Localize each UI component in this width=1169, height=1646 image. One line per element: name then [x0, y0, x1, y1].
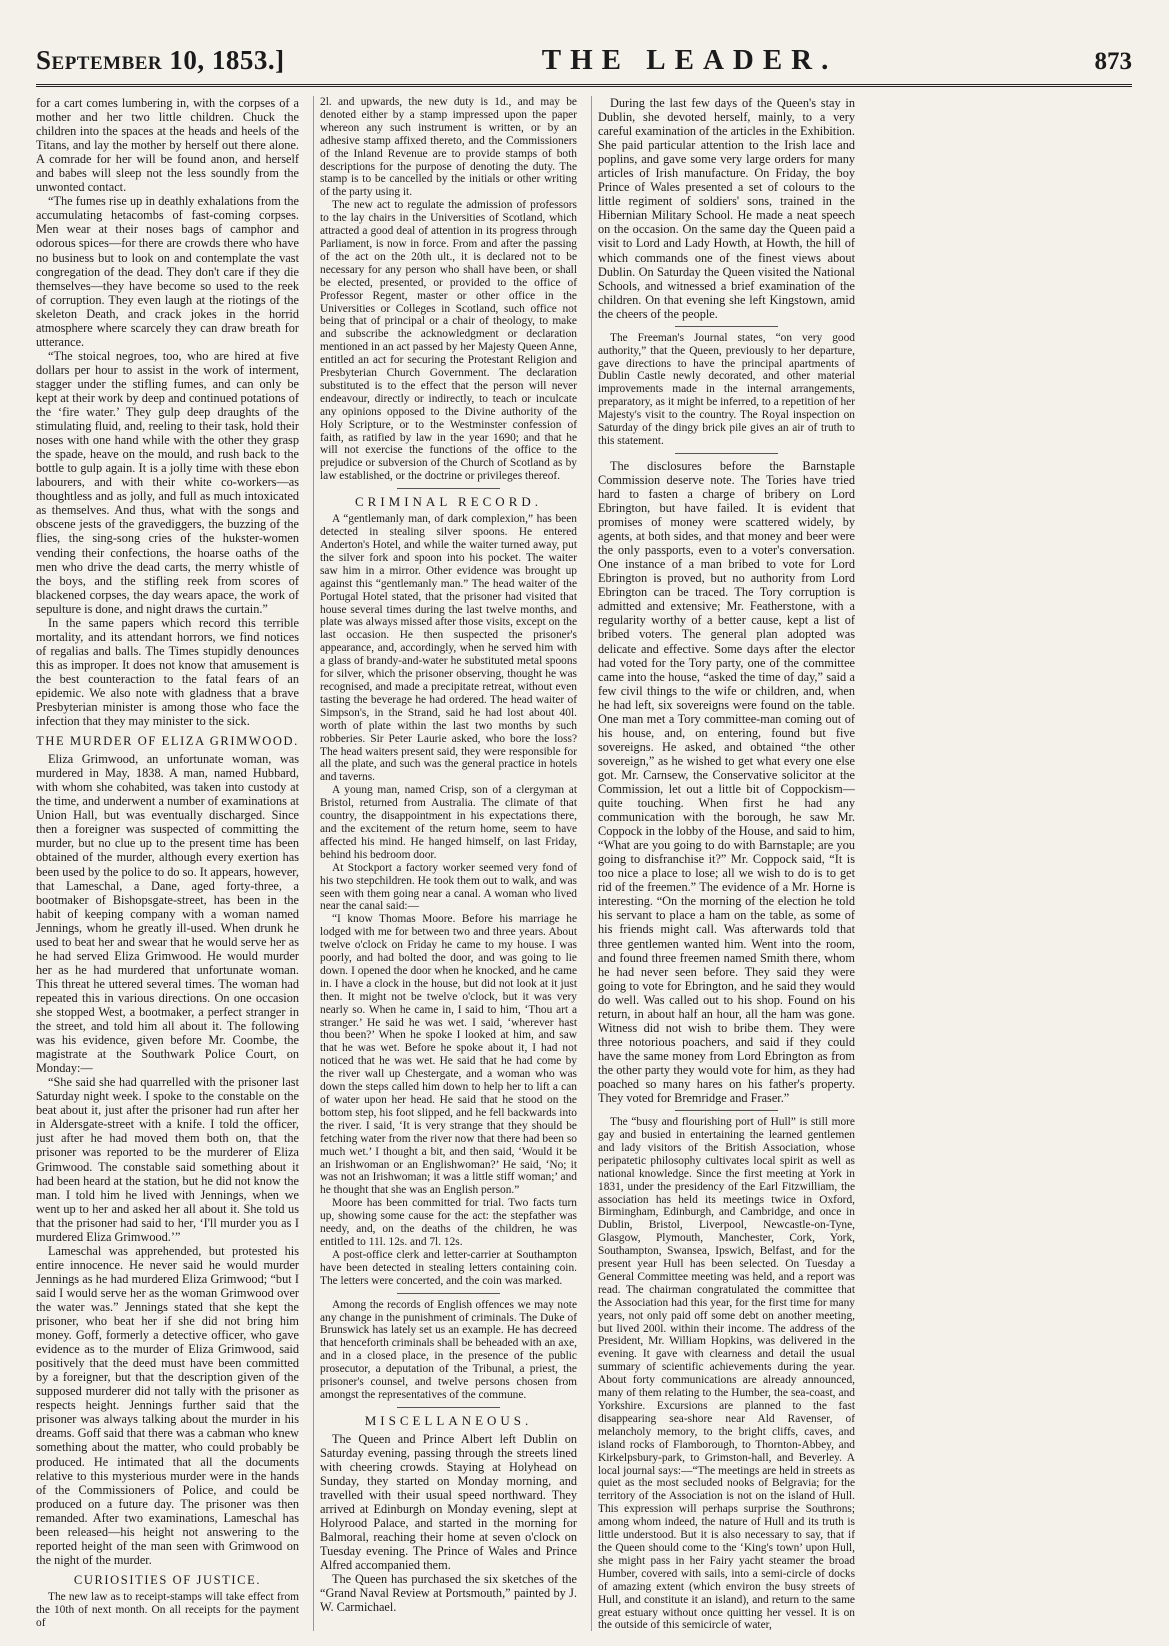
paragraph: The “busy and flourishing port of Hull” is still more gay and busied in entertaining the learned gentlemen and lady visitors of the British Association, whose peripatetic philosophy cultivates local spirit as well as national knowledge. Since the first meeting at York in 1831, under the presidency of the Earl Fitzwilliam, the association has held its meetings twice in Oxford, Birmingham, Edinburgh, and Cambridge, and once in Dublin, Bristol, Liverpool, Newcastle-on-Tyne, Glasgow, Plymouth, Manchester, Cork, York, Southampton, Swansea, Ipswich, Belfast, and for the present year Hull has been selected. On Tuesday a General Committee meeting was held, and a report was read. The chairman congratulated the committee that the Association had this year, for the first time for many years, not only paid off some debt on another meeting, but lived 200l. within their income. The address of the President, Mr. William Hopkins, was delivered in the evening. It gave with clearness and detail the usual summary of scientific achievements during the year. About forty communications are already announced, many of them relating to the Humber, the sea-coast, and Yorkshire. Excursions are planned to the fast disappearing sea-shore near Ald Ravenser, of melancholy memory, to the bright cliffs, caves, and island rocks of Flamborough, to Thornton-Abbey, and Kirkelpsbury-park, to Grimston-hall, and Beverley. A local journal says:—“The meetings are held in streets as quiet as the most secluded nooks of Belgravia; for the territory of the Association is not on the island of Hull. This expression will perhaps surprise the Southrons; among whom indeed, the nature of Hull and its truth is little understood. But it is also necessary to say, that if the Queen should come to the ‘King's town’ upon Hull, she might pass in her Fairy yacht steamer the broad Humber, covered with sails, into a semi-circle of docks of amazing extent (which environ the busy streets of Hull, and constitute it an island), and return to the same great estuary without once quitting her vessel. It is on the outside of this semicircle of water, [598, 1116, 855, 1631]
column-1 [36, 96, 299, 1631]
divider [675, 326, 778, 327]
paragraph: The Queen has purchased the six sketches of the “Grand Naval Review at Portsmouth,” painted by J. W. Carmichael. [320, 1572, 577, 1615]
divider [397, 1407, 500, 1408]
issue-date: September 10, 1853.] [36, 45, 285, 75]
paragraph: The Freeman's Journal states, “on very good authority,” that the Queen, previously to her departure, gave directions to have the principal apartments of Dublin Castle newly decorated, and other material improvements made in the internal arrangements, preparatory, as it might be inferred, to a repetition of her Majesty's visit to the country. The Royal inspection on Saturday of the dingy brick pile gives an air of truth to this statement. [598, 331, 855, 447]
paragraph: “The stoical negroes, too, who are hired at five dollars per hour to assist in the work of interment, stagger under the stifling fumes, and can only be kept at their work by deep and continued potations of the ‘fire water.’ They gulp deep draughts of the stimulating fluid, and, reeling to their task, hold their noses with one hand while with the other they grasp the spade, heave on the mould, and rush back to the bottle to gulp again. It is a jolly time with these ebon labourers, and with their white co-workers—as thoughtless and as jolly, and full as much intoxicated as themselves. And thus, what with the songs and obscene jests of the gravediggers, the buzzing of the flies, the sing-song cries of the hukster-women vending their confections, the hoarse oaths of the men who drive the dead carts, the merry whistle of the boys, and the stifling reek from scores of blackened corpses, the day wears apace, the work of sepulture is done, and night draws the curtain.” [36, 348, 299, 616]
paragraph: for a cart comes lumbering in, with the corpses of a mother and her two little children. Chuck the children into the spaces at the heads and heels of the Titans, and lay the mother by herself out there alone. A comrade for her will be found anon, and herself and babes will sleep not the less soundly from the unwonted contact. [36, 96, 299, 195]
masthead [36, 44, 1132, 87]
divider [675, 1110, 778, 1111]
paragraph: During the last few days of the Queen's stay in Dublin, she devoted herself, mainly, to a very careful examination of the articles in the Exhibition. She paid particular attention to the Irish lace and poplins, and gave some very large orders for many articles of Irish manufacture. On Friday, the boy Prince of Wales presented a set of colours to the little regiment of soldiers' sons, trained in the Hibernian Military School. He made a neat speech on the occasion. On the same day the Queen paid a visit to Lord and Lady Howth, at Howth, the hill of which commands one of the finest views about Dublin. On Saturday the Queen visited the National Schools, and witnessed a brief examination of the children. On that evening she left Kingstown, amid the cheers of the people. [598, 96, 855, 321]
paragraph: Eliza Grimwood, an unfortunate woman, was murdered in May, 1838. A man, named Hubbard, with whom she cohabited, was taken into custody at the time, and underwent a number of examinations at Union Hall, but was eventually discharged. Since then a foreigner was suspected of committing the murder, but no clue up to the present time has been obtained of the murder, although every exertion has been used by the police to do so. It appears, however, that Lameschal, a Dane, aged forty-three, a bootmaker of Bishopsgate-street, has been in the habit of keeping company with a woman named Jennings, whom he greatly ill-used. When drunk he used to beat her and swear that he would serve her as he had served Eliza Grimwood. He would murder her as he had murdered that unfortunate woman. This threat he uttered several times. The woman had repeated this in various directions. On one occasion she stopped West, a bootmaker, a perfect stranger in the street, and told him all about it. The following was his evidence, given before Mr. Coombe, the magistrate at the Southwark Police Court, on Monday:— [36, 752, 299, 1076]
paragraph: The new law as to receipt-stamps will take effect from the 10th of next month. On all receipts for the payment of [36, 1590, 299, 1629]
page-number: 873 [1094, 48, 1132, 75]
newspaper-title: THE LEADER. [541, 44, 838, 76]
paragraph: In the same papers which record this terrible mortality, and its attendant horrors, we find notices of regalias and balls. The Times stupidly denounces this as improper. It does not know that amusement is the best counteraction to the fatal fears of an epidemic. We also note with gladness that a brave Presbyterian minister is among those who face the infection that they may minister to the sick. [36, 615, 299, 729]
column-3 [591, 96, 855, 1631]
paragraph: A “gentlemanly man, of dark complexion,” has been detected in stealing silver spoons. He entered Anderton's Hotel, and while the waiter turned away, put the silver fork and spoon into his pocket. The waiter saw him in a mirror. Other evidence was brought up against this “gentlemanly man.” The head waiter of the Portugal Hotel stated, that the prisoner had visited that house several times during the last twelve months, and plate was always missed after those visits, except on the last occasion. He then suspected the prisoner's appearance, and, accordingly, when he served him with a glass of brandy-and-water he substituted metal spoons for silver, which the prisoner observing, thought he was recognised, and made a precipitate retreat, without even tasting the beverage he had ordered. The head waiter of Simpson's, in the Strand, said he had lost about 40l. worth of plate within the last two months by such robberies. Sir Peter Laurie asked, who bore the loss? The head waiters present said, they were responsible for all the plate, and such was the general practice in hotels and taverns. [320, 513, 577, 784]
paragraph: 2l. and upwards, the new duty is 1d., and may be denoted either by a stamp impressed upon the paper whereon any such instrument is written, or by an adhesive stamp affixed thereto, and the Commissioners of the Inland Revenue are to provide stamps of both descriptions for the purpose of denoting the duty. The stamp is to be cancelled by the initials or other writing of the party using it. [320, 96, 577, 199]
article-heading: CURIOSITIES OF JUSTICE. [73, 1572, 262, 1587]
page-columns [36, 96, 1132, 1631]
paragraph: “The fumes rise up in deathly exhalations from the accumulating hetacombs of fast-coming corpses. Men wear at their noses bags of camphor and odorous spices—for there are crowds there who have no business but to look on and contemplate the vast congregation of the dead. They don't care if they die themselves—they have become so used to the reek of corruption. They even laugh at the riotings of the skeleton Death, and crack jokes in the horrid atmosphere where scarcely they can draw breath for utterance. [36, 194, 299, 349]
paragraph: The Queen and Prince Albert left Dublin on Saturday evening, passing through the streets lined with cheering crowds. Staying at Holyhead on Sunday, they started on Monday morning, and travelled with their usual speed northward. They arrived at Edinburgh on Monday evening, slept at Holyrood Palace, and started in the morning for Balmoral, reaching their home at seven o'clock on Tuesday evening. The Prince of Wales and Prince Alfred accompanied them. [320, 1431, 577, 1573]
article-heading: CRIMINAL RECORD. [354, 494, 543, 510]
article-heading: THE MURDER OF ELIZA GRIMWOOD. [36, 734, 299, 749]
paragraph: At Stockport a factory worker seemed very fond of his two stepchildren. He took them out to walk, and was seen with them going near a canal. A woman who lived near the canal said:— [320, 861, 577, 913]
divider [397, 1293, 500, 1294]
paragraph: A young man, named Crisp, son of a clergyman at Bristol, returned from Australia. The climate of that country, the disappointment in his expectations there, and the excitement of the return home, seem to have affected his mind. He hanged himself, on last Friday, behind his bedroom door. [320, 784, 577, 861]
paragraph: The disclosures before the Barnstaple Commission deserve note. The Tories have tried hard to fasten a charge of bribery on Lord Ebrington, but have failed. It is evident that promises of money were scattered widely, by agents, at both sides, and that money and beer were the only passports, even to a voter's conversation. One instance of a man bribed to vote for Lord Ebrington is proved, but no authority from Lord Ebrington can be traced. The Tory corruption is admitted and extensive; Mr. Featherstone, with a regularity worthy of a better cause, kept a list of bribed voters. The general plan adopted was delicate and effective. Some days after the elector had voted for the Tory party, one of the committee came into the house, “asked the time of day,” said a few civil things to the wife or children, and, when he had left, six sovereigns were found on the table. One man met a Tory committee-man coming out of his house, and, on entering, found but five sovereigns. He asked, and obtained “the other sovereign,” as he wished to get what every one else got. Mr. Carnsew, the Conservative solicitor at the Commission, let out a little bit of Coppockism—quite touching. When first he had any communication with the borough, he saw Mr. Coppock in the lobby of the House, and said to him, “What are you going to do with Barnstaple; are you going to disfranchise it?” Mr. Coppock said, “It is too nice a place to lose; all we wish to do is to get rid of the freemen.” The evidence of a Mr. Horne is interesting. “On the morning of the election he told his servant to place a ham on the table, as some of his friends might call. Was afterwards told that three gentlemen wanted him. Went into the room, and found three freemen named Smith there, whom he had never seen before. They said they were going to vote for Ebrington, and he said they would do well. Was called out to his shop. Found on his return, in about half an hour, all the ham was gone. Witness did not wish to bribe them. They were three notorious poachers, and said if they could have the same money from Lord Ebrington as from the other party they would vote for him, as they had poached so many hares on his father's property. They voted for Bremridge and Fraser.” [598, 458, 855, 1106]
paragraph: A post-office clerk and letter-carrier at Southampton have been detected in stealing letters containing coin. The letters were concerted, and the coin was marked. [320, 1248, 577, 1287]
divider [397, 488, 500, 489]
divider [675, 453, 778, 454]
paragraph: The new act to regulate the admission of professors to the lay chairs in the Universities of Scotland, which attracted a good deal of attention in its progress through Parliament, is now in force. From and after the passing of the act on the 20th ult., it is declared not to be necessary for any person who shall have been, or shall be elected, presented, or provided to the office of Professor Regent, master or other office in the Universities or Colleges in Scotland, such office not being that of principal or a chair of theology, to make and subscribe the acknowledgment or declaration mentioned in an act passed by her Majesty Queen Anne, entitled an act for securing the Protestant Religion and Presbyterian Church Government. The declaration substituted is to the effect that the person will never endeavour, directly or indirectly, to teach or inculcate any opinions opposed to the Divine authority of the Holy Scripture, or to the Westminster confession of faith, as ratified by law in the year 1690; and that he will not exercise the functions of the office to the prejudice or subversion of the Church of Scotland as by law established, or the doctrine or privileges thereof. [320, 199, 577, 483]
paragraph: “I know Thomas Moore. Before his marriage he lodged with me for between two and three years. About twelve o'clock on Friday he came to my house. I was poorly, and had bolted the door, and was going to lie down. I opened the door when he knocked, and he came in. I have a clock in the house, but did not look at it just then. It might not be twelve o'clock, but it was very nearly so. When he came in, I said to him, ‘Thou art a stranger.’ He said he was wet. I said, ‘wherever hast thou been?’ When he spoke I looked at him, and saw that he was wet. Before he spoke about it, I had not noticed that he was wet. He said that he had come by the river wall up Chestergate, and a woman who was down the steps called him down to help her to lift a can of water upon her head. He said that he stood on the bottom step, his foot slipped, and he fell backwards into the river. I said, ‘It is very strange that they should be fetching water from the river now that there had been so much wet.’ I thought a bit, and then said, ‘Would it be an Irishwoman or an Englishwoman?’ He said, ‘No; it was not an Irishwoman; it was a little stiff woman;’ and he thought that she was an English person.” [320, 913, 577, 1197]
paragraph: “She said she had quarrelled with the prisoner last Saturday night week. I spoke to the constable on the beat about it, just after the prisoner had run after her in Aldersgate-street with a knife. I told the officer, just after he had moved them both on, that the prisoner was reported to be the murderer of Eliza Grimwood. The constable said something about it had been heard at the station, but he did not know the man. I told him he lived with Jennings, when we went up to her and asked her all about it. She told us that the prisoner had said to her, ‘I'll murder you as I murdered Eliza Grimwood.’” [36, 1075, 299, 1244]
paragraph: Lameschal was apprehended, but protested his entire innocence. He never said he would murder Jennings as he had murdered Eliza Grimwood; “but I said I would serve her as the woman Grimwood over the water was.” Jennings stated that she kept the prisoner, who beat her if she did not bring him money. Goff, formerly a detective officer, who gave evidence as to the murder of Eliza Grimwood, said positively that the deed must have been committed by a foreigner, but that the description given of the supposed murderer did not tally with the prisoner as respects height. Jennings further said that the prisoner was always talking about the murder in his dreams. Goff said that there was a cabman who knew something about the matter, who could probably be produced. He intimated that all the documents relative to this mysterious murder were in the hands of the Commissioners of Police, and could be produced on a future day. The prisoner was then remanded. After two examinations, Lameschal has been released—his height not answering to the reported height of the man seen with Grimwood on the night of the murder. [36, 1243, 299, 1567]
article-heading: MISCELLANEOUS. [364, 1412, 533, 1428]
paragraph: Among the records of English offences we may note any change in the punishment of criminals. The Duke of Brunswick has lately set us an example. He has decreed that henceforth criminals shall be beheaded with an axe, and in a closed place, in the presence of the public prosecutor, a deputation of the Tribunal, a priest, the prisoner's counsel, and twelve persons chosen from amongst the representatives of the commune. [320, 1298, 577, 1401]
column-2 [313, 96, 577, 1631]
paragraph: Moore has been committed for trial. Two facts turn up, showing some cause for the act: the stepfather was needy, and, on the deaths of the children, he was entitled to 11l. 12s. and 7l. 12s. [320, 1197, 577, 1248]
